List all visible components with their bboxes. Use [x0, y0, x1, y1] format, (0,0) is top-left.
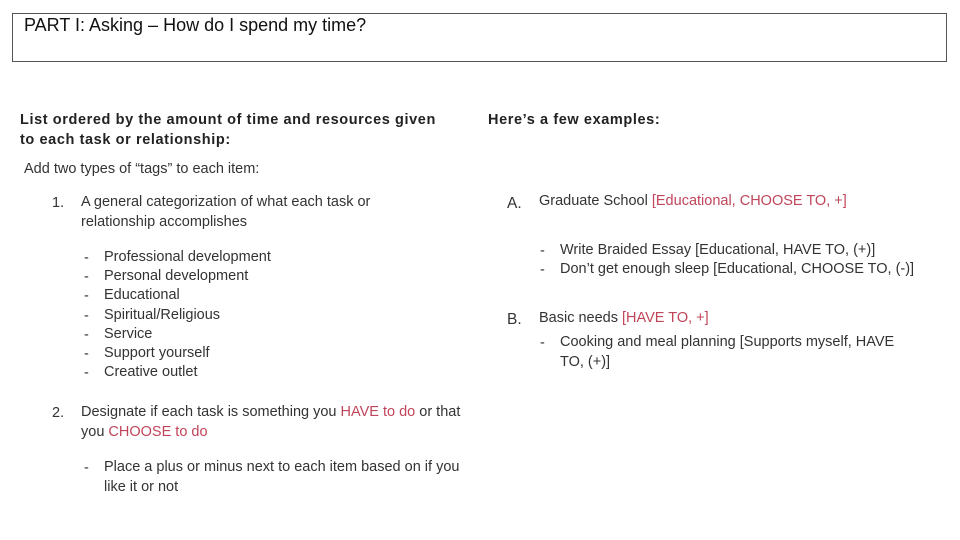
item-2-text: [81, 403, 461, 442]
item-2-text-b: or that you: [81, 404, 461, 440]
item-2-text-a: Designate if each task is something you: [81, 404, 341, 420]
example-b-letter: B.: [507, 311, 522, 328]
bullet-marker: -: [84, 250, 89, 266]
category-item: Professional development: [104, 249, 271, 265]
example-b-label: [539, 309, 939, 329]
bullet-marker: -: [84, 308, 89, 324]
bullet-marker: -: [84, 346, 89, 362]
example-a-tags: [Educational, CHOOSE TO, +]: [651, 193, 847, 209]
example-b-title: Basic needs: [539, 310, 623, 326]
bullet-marker: -: [84, 460, 89, 476]
item-1-number: 1.: [52, 195, 65, 211]
example-a-item: Don’t get enough sleep [Educational, CHOOSE TO, (-)]: [560, 261, 915, 277]
bullet-marker: -: [540, 335, 545, 351]
category-item: Educational: [104, 287, 180, 303]
bullet-marker: -: [84, 365, 89, 381]
example-b-item: Cooking and meal planning [Supports myself, HAVE TO, (+)]: [560, 334, 895, 370]
bullet-marker: -: [84, 288, 89, 304]
category-item: Service: [104, 326, 153, 342]
example-a-label: [539, 192, 939, 212]
category-item: Creative outlet: [104, 364, 198, 380]
example-a-item: Write Braided Essay [Educational, HAVE TO, (+)]: [560, 242, 876, 258]
plus-minus-instruction: Place a plus or minus next to each item based on if you like it or not: [104, 459, 460, 495]
choose-to-highlight: CHOOSE to do: [108, 423, 208, 440]
bullet-marker: -: [540, 243, 545, 259]
tags-subheading: Add two types of “tags” to each item:: [24, 161, 260, 177]
category-item: Spiritual/Religious: [104, 307, 221, 323]
bullet-marker: -: [84, 327, 89, 343]
slide-title: PART I: Asking – How do I spend my time?: [24, 15, 367, 35]
bullet-marker: -: [540, 262, 545, 278]
item-1-text: A general categorization of what each task or relationship accomplishes: [81, 194, 371, 230]
left-heading: List ordered by the amount of time and resources given to each task or relationship:: [20, 112, 436, 148]
item-2-number: 2.: [52, 405, 65, 421]
examples-heading: Here’s a few examples:: [488, 112, 661, 128]
have-to-highlight: HAVE to do: [340, 404, 416, 420]
category-item: Personal development: [104, 268, 249, 284]
example-a-letter: A.: [507, 195, 522, 212]
bullet-marker: -: [84, 269, 89, 285]
category-item: Support yourself: [104, 345, 210, 361]
example-b-tags: [HAVE TO, +]: [622, 310, 709, 326]
example-a-title: Graduate School: [539, 193, 652, 209]
